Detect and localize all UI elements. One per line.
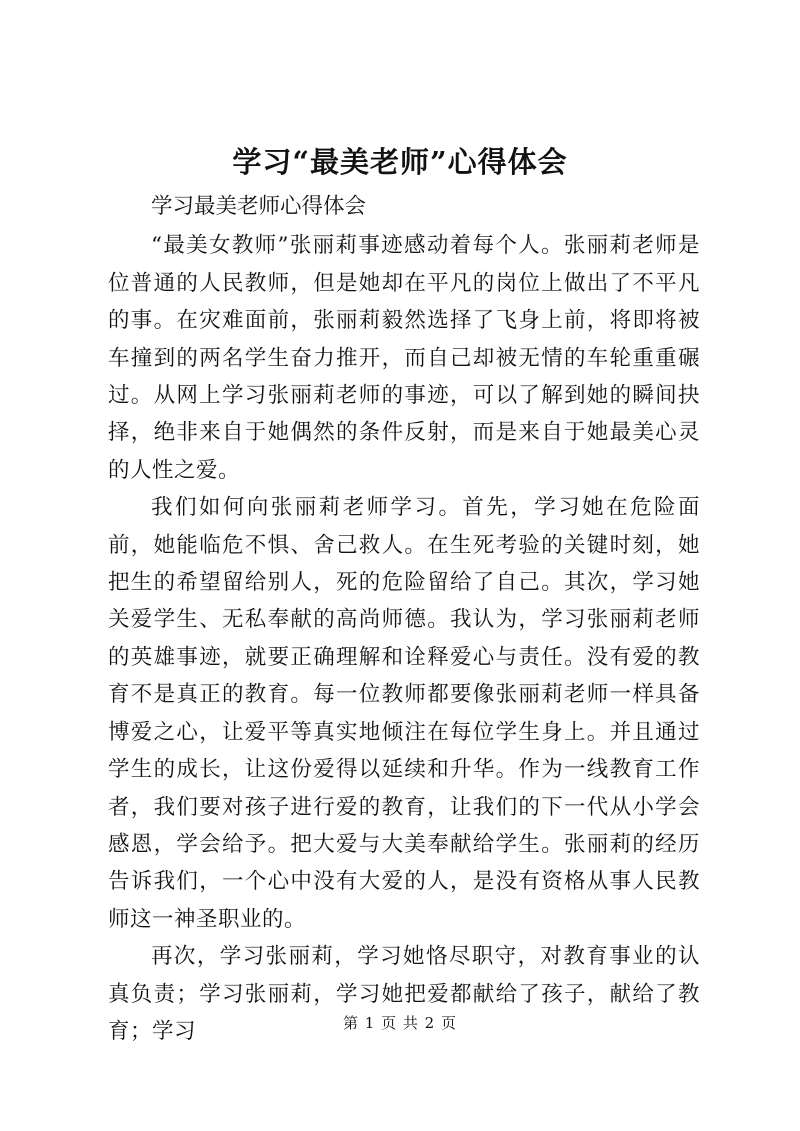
document-subtitle: 学习最美老师心得体会 [151,194,367,219]
page-indicator: 第 1 页 共 2 页 [343,1014,457,1032]
document-body [108,188,700,1050]
paragraph-2: 我们如何向张丽莉老师学习。首先，学习她在危险面前，她能临危不惧、舍己救人。在生死考验的关键时刻，她把生的希望留给别人，死的危险留给了自己。其次，学习她关爱学生、无私奉献的高尚师德。我认为，学习张丽莉老师的英雄事迹，就要正确理解和诠释爱心与责任。没有爱的教育不是真正的教育。每一位教师都要像张丽莉老师一样具备博爱之心，让爱平等真实地倾注在每位学生身上。并且通过学生的成长，让这份爱得以延续和升华。作为一线教育工作者，我们要对孩子进行爱的教育，让我们的下一代从小学会感恩，学会给予。把大爱与大美奉献给学生。张丽莉的经历告诉我们，一个心中没有大爱的人，是没有资格从事人民教师这一神圣职业的。 [108,495,700,932]
page-footer [0,1012,800,1034]
document-title: 学习“最美老师”心得体会 [232,145,568,179]
paragraph-1: “最美女教师”张丽莉事迹感动着每个人。张丽莉老师是位普通的人民教师，但是她却在平凡的岗位上做出了不平凡的事。在灾难面前，张丽莉毅然选择了飞身上前，将即将被车撞到的两名学生奋力推开，而自己却被无情的车轮重重碾过。从网上学习张丽莉老师的事迹，可以了解到她的瞬间抉择，绝非来自于她偶然的条件反射，而是来自于她最美心灵的人性之爱。 [108,233,700,483]
paragraph-3: 再次，学习张丽莉，学习她恪尽职守，对教育事业的认真负责；学习张丽莉，学习她把爱都献给了孩子，献给了教育；学习 [108,944,700,1044]
